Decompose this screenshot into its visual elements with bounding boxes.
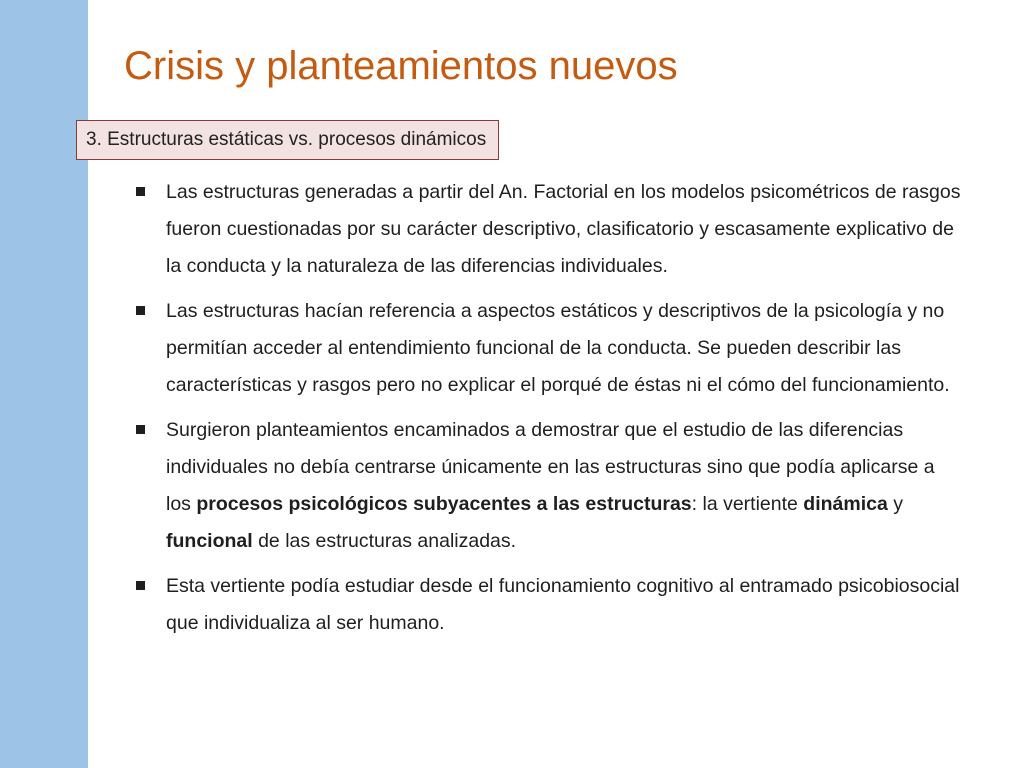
square-bullet-icon (136, 187, 145, 196)
square-bullet-icon (136, 425, 145, 434)
bold-term: procesos psicológicos subyacentes a las estructuras (196, 493, 692, 515)
bullet-item (132, 412, 964, 560)
left-accent-bar (0, 0, 88, 768)
bold-term: dinámica (803, 493, 888, 515)
bullet-text: Las estructuras hacían referencia a aspectos estáticos y descriptivos de la psicología y no permitían acceder al entendimiento funcional de la conducta. Se pueden describir las características y rasgos pero no explicar el porqué de éstas ni el cómo del funcionamiento. (166, 300, 950, 396)
bullet-text-segment: y (887, 493, 904, 515)
bullet-text: Las estructuras generadas a partir del An. Factorial en los modelos psicométricos de rasgos fueron cuestionadas por su carácter descriptivo, clasificatorio y escasamente explicativo de la conducta y la naturaleza de las diferencias individuales. (166, 181, 961, 277)
section-subtitle: 3. Estructuras estáticas vs. procesos dinámicos (76, 120, 499, 160)
square-bullet-icon (136, 581, 145, 590)
bullet-text-segment: Surgieron planteamientos encaminados a demostrar que el estudio de las diferencias individuales no debía centrarse únicamente en las estructuras sino que podía aplicarse a los (166, 419, 935, 515)
bullet-item (132, 174, 964, 285)
slide-title: Crisis y planteamientos nuevos (124, 44, 678, 88)
square-bullet-icon (136, 306, 145, 315)
bullet-text (166, 419, 935, 552)
bullet-text-segment: : la vertiente (691, 493, 804, 515)
bullet-item (132, 293, 964, 404)
bullet-text: Esta vertiente podía estudiar desde el funcionamiento cognitivo al entramado psicobiosocial que individualiza al ser humano. (166, 575, 960, 634)
bullet-list (132, 174, 964, 650)
bullet-text-segment: de las estructuras analizadas. (252, 530, 517, 552)
bullet-item (132, 568, 964, 642)
bold-term: funcional (166, 530, 253, 552)
